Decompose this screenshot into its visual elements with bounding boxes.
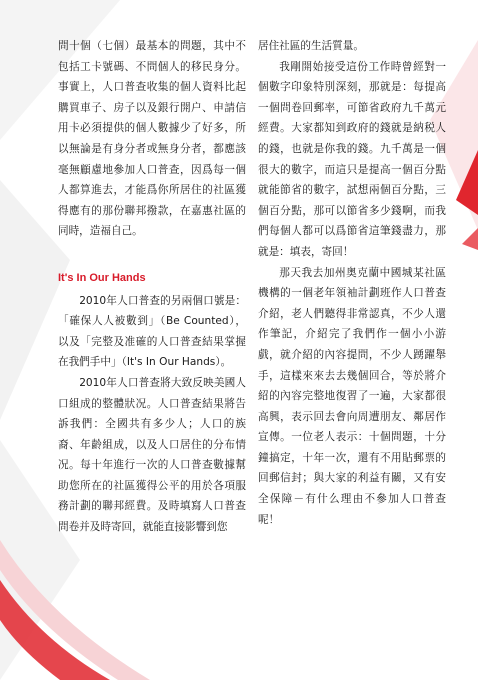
right-paragraph-3: 那天我去加州奥克蘭中國城某社區機構的一個老年領袖計劃班作人口普查介紹，老人們聽得非常認真，不少人還作筆記，介紹完了我們作一個小小游戲，就介紹的內容提問，不少人踴躍舉手，這樣來來去去幾個回合，等於將介紹的內容完整地復習了一遍，大家都很高興，表示回去會向周遭朋友、鄰居作宣傳。一位老人表示：十個問題，十分鐘搞定，十年一次，還有不用貼郵票的回郵信封；與大家的利益有關，又有安全保障－有什么理由不參加人口普查呢！ (258, 266, 446, 526)
section-heading: It's In Our Hands (58, 271, 146, 284)
left-paragraph-2: 2010年人口普查的另兩個口號是：「確保人人被數到」（Be Counted），以及「完整及准確的人口普查結果掌握在我們手中」（It's In Our Hands）。 (58, 294, 246, 369)
right-paragraph-1: 居住社區的生活質量。 (258, 40, 364, 52)
left-column (58, 36, 246, 538)
left-paragraph-1: 問十個（七個）最基本的問題，其中不包括工卡號碼、不問個人的移民身分。事實上，人口普查收集的個人資料比起購買車子、房子以及銀行開户、申請信用卡必須提供的個人數據少了好多，所以無論是有身分者或無身分者，都應該毫無顧慮地參加人口普查，因爲每一個人都算進去，才能爲你所居住的社區獲得應有的那份聯邦撥款，在嘉惠社區的同時，造福自己。 (58, 40, 246, 238)
right-paragraph-2: 我剛開始接受這份工作時曾經對一個數字印象特別深刻，那就是：每提高一個問卷回郵率，可節省政府九千萬元經費。大家都知到政府的錢就是納税人的錢，也就是你我的錢。九千萬是一個很大的數字，而這只是提高一個百分點就能節省的數字，試想兩個百分點，三個百分點，那可以節省多少錢啊，而我們每個人都可以爲節省這筆錢盡力，那就是：填表，寄回！ (258, 60, 446, 258)
decor-red-streak-2 (462, 228, 478, 250)
right-column (258, 36, 446, 530)
left-paragraph-3: 2010年人口普查將大致反映美國人口組成的整體狀况。人口普查結果將告訴我們：全國共有多少人；人口的族裔、年齡組成，以及人口居住的分布情况。每十年進行一次的人口普查數據幫助您所在的社區獲得公平的用於各項服務計劃的聯邦經費。及時填寫人口普查問卷并及時寄回，就能直接影響到您 (58, 376, 246, 534)
